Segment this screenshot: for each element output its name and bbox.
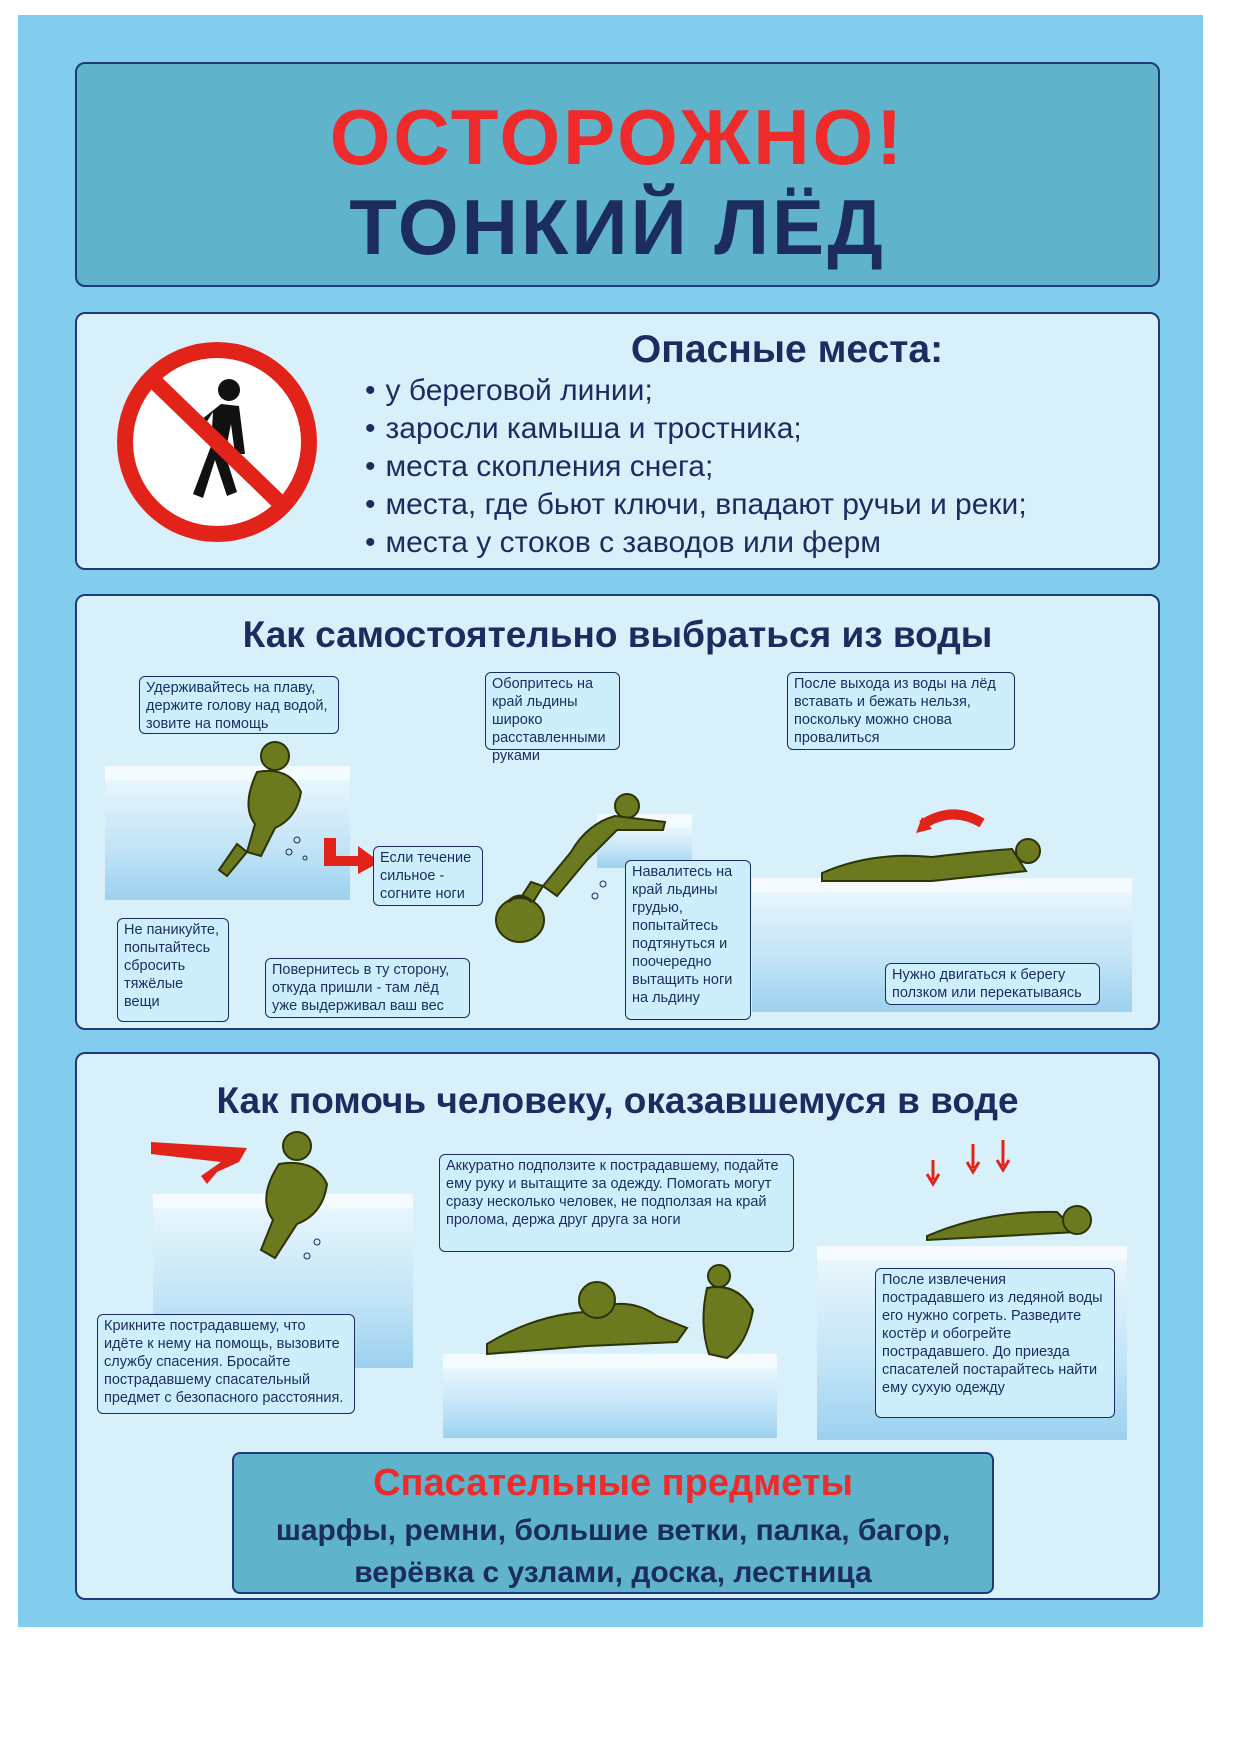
scarf-throw-figure (147, 1124, 387, 1284)
note-current: Если течение сильное - согните ноги (373, 846, 483, 906)
danger-item: • заросли камыша и тростника; (365, 410, 1027, 448)
title-panel (75, 62, 1160, 287)
helper-crawling-figure (477, 1264, 777, 1364)
title-thin-ice: ТОНКИЙ ЛЁД (349, 183, 886, 271)
note-lie-on: Навалитесь на край льдины грудью, попытайтесь подтянуться и поочередно вытащить ноги на льдину (625, 860, 751, 1020)
note-shout: Крикните пострадавшему, что идёте к нему на помощь, вызовите службу спасения. Бросайте пострадавшему спасательный предмет с безопасного расстояния. (97, 1314, 355, 1414)
rescue-items-heading: Спасательные предметы (373, 1462, 853, 1504)
danger-item: • у береговой линии; (365, 372, 1027, 410)
danger-list (365, 372, 1027, 562)
dropped-bag-icon (492, 888, 548, 944)
note-warm: После извлечения пострадавшего из ледяной воды его нужно согреть. Разведите костёр и обогрейте пострадавшего. До приезда спасателей постарайтесь найти ему сухую одежду (875, 1268, 1115, 1418)
danger-item: • места скопления снега; (365, 448, 1027, 486)
title-caution: ОСТОРОЖНО! (329, 93, 906, 181)
danger-item: • места, где бьют ключи, впадают ручьи и реки; (365, 486, 1027, 524)
note-turn-back: Повернитесь в ту сторону, откуда пришли - там лёд уже выдерживал ваш вес (265, 958, 470, 1018)
danger-item: • места у стоков с заводов или ферм (365, 524, 1027, 562)
self-rescue-panel (75, 594, 1160, 1030)
danger-heading: Опасные места: (630, 328, 944, 371)
help-heading: Как помочь человеку, оказавшемуся в воде (216, 1080, 1019, 1121)
water-area (443, 1368, 777, 1438)
rescue-items-line: верёвка с узлами, доска, лестница (354, 1556, 872, 1589)
swimming-person-figure (197, 736, 337, 886)
note-crawl-to: Аккуратно подползите к пострадавшему, подайте ему руку и вытащите за одежду. Помогать могут сразу несколько человек, не подползая на край пролома, держа друг друга за ноги (439, 1154, 794, 1252)
crawling-person-figure (812, 811, 1072, 891)
danger-panel (75, 312, 1160, 570)
note-lean-edge: Обопритесь на край льдины широко расставленными руками (485, 672, 620, 750)
note-crawl: Нужно двигаться к берегу ползком или перекатываясь (885, 963, 1100, 1005)
rescue-items-line: шарфы, ремни, большие ветки, палка, багор, (275, 1514, 951, 1547)
note-no-panic: Не паникуйте, попытайтесь сбросить тяжёлые вещи (117, 918, 229, 1022)
note-stay-afloat: Удерживайтесь на плаву, держите голову над водой, зовите на помощь (139, 676, 339, 734)
no-pedestrian-icon (117, 342, 317, 542)
rescue-items-panel (232, 1452, 994, 1594)
self-rescue-heading: Как самостоятельно выбраться из воды (242, 614, 993, 655)
rescued-person-figure (927, 1140, 1107, 1240)
note-dont-stand: После выхода из воды на лёд вставать и бежать нельзя, поскольку можно снова провалиться (787, 672, 1015, 750)
rescue-items-list (234, 1510, 992, 1594)
